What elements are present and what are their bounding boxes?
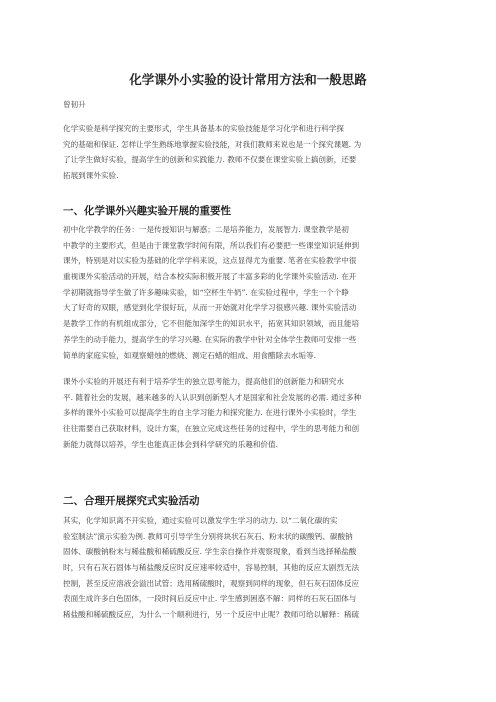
section1-paragraph-1 (63, 222, 433, 363)
paragraph-line: 化学实验是科学探究的主要形式，学生具备基本的实验技能是学习化学和进行科学探 (63, 124, 344, 133)
paragraph-line: 简单的家庭实验，如观察蜡烛的燃烧、测定石蜡的组成、用食醋除去水垢等. (63, 350, 317, 360)
paragraph-line: 究的基础和保证. 怎样让学生熟练地掌握实验技能，对我们教师来说也是一个探究课题. 为 (63, 139, 362, 149)
author-name: 曾韧升 (63, 100, 86, 109)
paragraph-line: 大了好奇的双眼，感觉到化学很好玩，从而一开始就对化学学习很感兴趣. 课外实验活动 (63, 303, 357, 313)
paragraph-line: 其实，化学知识离不开实验，通过实验可以激发学生学习的动力. 以“二氧化碳的实 (63, 516, 338, 525)
paragraph-line: 重视课外实验活动的开展，结合本校实际积极开展了丰富多彩的化学课外实验活动. 在开 (63, 272, 357, 282)
paragraph-line: 是教学工作的有机组成部分，它不但能加深学生的知识水平，拓宽其知识领域，而且能培 (63, 319, 360, 329)
paragraph-line: 拓展到课外实验. (63, 171, 119, 181)
paragraph-line: 学初期就指导学生做了许多趣味实验，如“空杯生牛奶”. 在实验过程中，学生一个个睁 (63, 287, 349, 297)
section2-paragraph-1 (63, 513, 433, 623)
section-heading-2: 二、合理开展探究式实验活动 (63, 495, 200, 507)
paragraph-line: 课外，特别是对以实验为基础的化学学科来说，这点显得尤为重要. 笔者在实验教学中很 (63, 256, 357, 266)
section1-paragraph-2 (63, 374, 433, 452)
paragraph-line: 了让学生做好实验，提高学生的创新和实践能力. 教师不仅要在课堂实验上搞创新，还要 (63, 155, 357, 165)
paragraph-line: 养学生的动手能力，提高学生的学习兴趣. 在实际的教学中针对全体学生教师可安排一些 (63, 334, 357, 344)
paragraph-line: 初中化学教学的任务：一是传授知识与解惑；二是培养能力，发展智力. 课堂教学是初 (63, 225, 349, 234)
paragraph-line: 时，只有石灰石固体与稀盐酸反应时反应速率较适中，容易控制，其他的反应太剧烈无法 (63, 563, 360, 573)
paragraph-line: 控制，甚至反应溶液会溢出试管；选用稀硫酸时，观察到同样的现象，但石灰石固体反应 (63, 578, 360, 588)
paragraph-line: 验室制法”演示实验为例. 教师可引导学生分别将块状石灰石、粉末状的碳酸钙、碳酸钠 (63, 531, 353, 541)
paragraph-line: 往往需要自己获取材料，设计方案，在独立完成这些任务的过程中，学生的思考能力和创 (63, 424, 360, 434)
paragraph-line: 稀盐酸和稀硫酸反应，为什么一个顺利进行，另一个反应中止呢？教师可给以解释：稀硫 (63, 610, 360, 620)
intro-paragraph (63, 121, 433, 184)
paragraph-line: 新能力就得以培养，学生也能真正体会到科学研究的乐趣和价值. (63, 439, 279, 449)
paragraph-line: 固体、碳酸钠粉末与稀盐酸和稀硫酸反应. 学生亲自操作并观察现象，看到当选择稀盐酸 (63, 547, 357, 557)
paragraph-line: 表面生成许多白色固体，一段时间后反应中止. 学生感到困惑不解：同样的石灰石固体与 (63, 594, 357, 604)
paragraph-line: 平. 随着社会的发展，越来越多的人认识到创新型人才是国家和社会发展的必需. 通过多种 (63, 392, 362, 402)
section-heading-1: 一、化学课外兴趣实验开展的重要性 (63, 205, 231, 217)
paragraph-line: 中教学的主要形式，但是由于课堂教学时间有限，所以我们有必要把一些课堂知识延伸到 (63, 240, 360, 250)
paragraph-line: 课外小实验的开展还有利于培养学生的独立思考能力，提高他们的创新能力和研究水 (63, 377, 344, 386)
document-title: 化学课外小实验的设计常用方法和一般思路 (129, 72, 367, 87)
paragraph-line: 多样的课外小实验可以提高学生的自主学习能力和探究能力. 在进行课外小实验时，学生 (63, 408, 357, 418)
